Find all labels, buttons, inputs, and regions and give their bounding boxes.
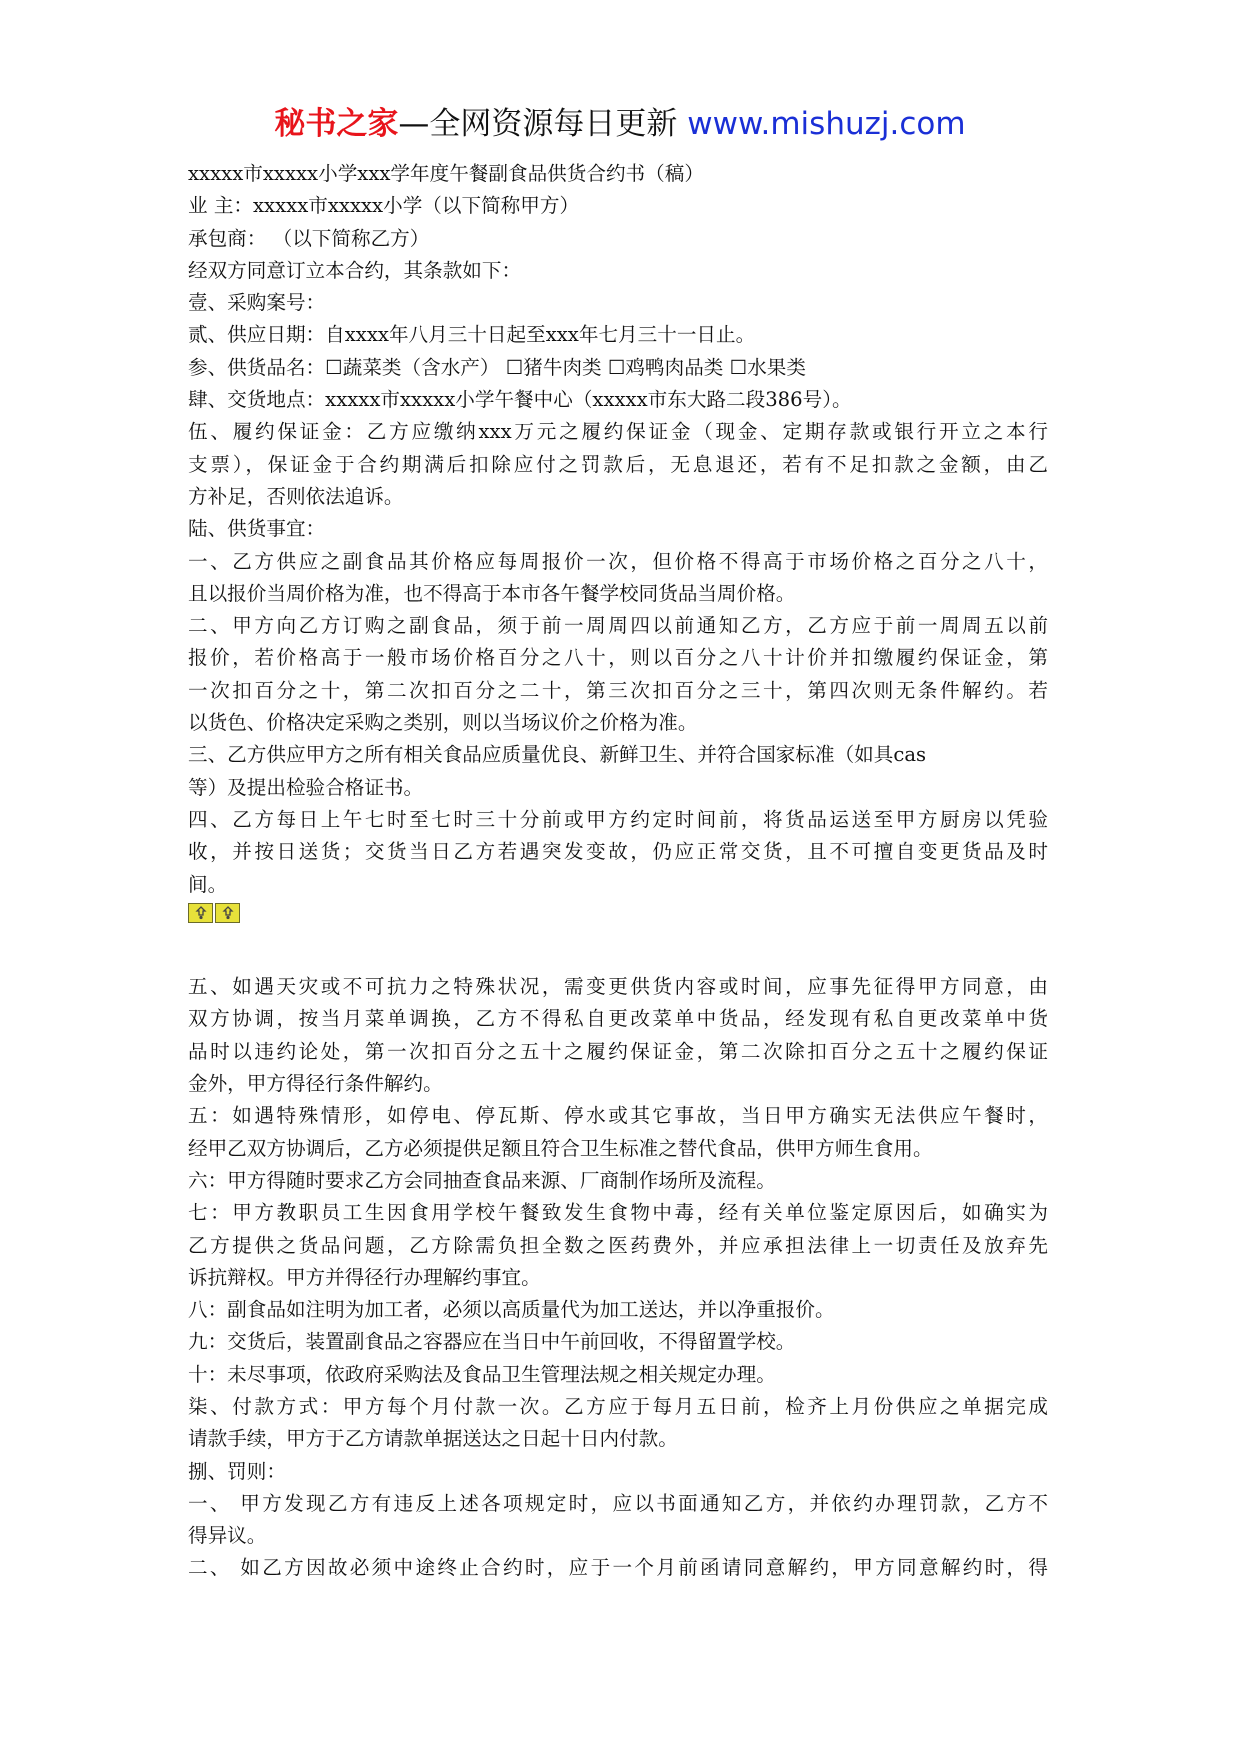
document-section-1 <box>188 158 1048 901</box>
document-line: xxxxx市xxxxx小学xxx学年度午餐副食品供货合约书（稿） <box>188 162 704 185</box>
document-line: 承包商： （以下简称乙方） <box>188 226 430 250</box>
document-line: 六：甲方得随时要求乙方会同抽查食品来源、厂商制作场所及流程。 <box>188 1168 776 1192</box>
document-line: 经甲乙双方协调后，乙方必须提供足额且符合卫生标准之替代食品，供甲方师生食用。 <box>188 1136 933 1160</box>
document-line: 且以报价当周价格为准，也不得高于本市各午餐学校同货品当周价格。 <box>188 581 796 605</box>
document-line: 报价，若价格高于一般市场价格百分之八十，则以百分之八十计价并扣缴履约保证金，第 <box>188 646 1048 670</box>
document-line: 五：如遇特殊情形，如停电、停瓦斯、停水或其它事故，当日甲方确实无法供应午餐时， <box>188 1104 1048 1128</box>
document-line: 品时以违约论处，第一次扣百分之五十之履约保证金，第二次除扣百分之五十之履约保证 <box>188 1039 1048 1063</box>
document-line: 双方协调，按当月菜单调换，乙方不得私自更改菜单中货品，经发现有私自更改菜单中货 <box>188 1007 1048 1031</box>
document-line: 三、乙方供应甲方之所有相关食品应质量优良、新鲜卫生、并符合国家标准（如具cas <box>188 743 927 767</box>
document-line: 贰、供应日期：自xxxx年八月三十日起至xxx年七月三十一日止。 <box>188 323 756 347</box>
document-line: 支票），保证金于合约期满后扣除应付之罚款后，无息退还，若有不足扣款之金额，由乙 <box>188 452 1048 476</box>
document-line: 等）及提出检验合格证书。 <box>188 775 424 799</box>
document-line: 伍、履约保证金：乙方应缴纳xxx万元之履约保证金（现金、定期存款或银行开立之本行 <box>188 420 1048 444</box>
document-line: 诉抗辩权。甲方并得径行办理解约事宜。 <box>188 1265 541 1289</box>
document-line: 十：未尽事项，依政府采购法及食品卫生管理法规之相关规定办理。 <box>188 1362 776 1386</box>
document-line: 陆、供货事宜： <box>188 517 326 541</box>
document-section-2 <box>188 971 1048 1585</box>
document-line: 七：甲方教职员工生因食用学校午餐致发生食物中毒，经有关单位鉴定原因后，如确实为 <box>188 1201 1048 1225</box>
document-line: 五、如遇天灾或不可抗力之特殊状况，需变更供货内容或时间，应事先征得甲方同意，由 <box>188 975 1048 999</box>
banner-brand: 秘书之家 <box>274 106 399 142</box>
recycle-icon <box>215 903 240 923</box>
document-line: 一、乙方供应之副食品其价格应每周报价一次，但价格不得高于市场价格之百分之八十， <box>188 549 1048 573</box>
document-body <box>188 158 1048 1585</box>
document-line: 肆、交货地点：xxxxx市xxxxx小学午餐中心（xxxxx市东大路二段386号）。 <box>188 388 852 412</box>
document-line: 四、乙方每日上午七时至七时三十分前或甲方约定时间前，将货品运送至甲方厨房以凭验 <box>188 807 1048 831</box>
document-line: 金外，甲方得径行条件解约。 <box>188 1072 443 1096</box>
document-line: 柒、付款方式：甲方每个月付款一次。乙方应于每月五日前，检齐上月份供应之单据完成 <box>188 1394 1048 1418</box>
document-line: 经双方同意订立本合约，其条款如下： <box>188 258 522 282</box>
document-line: 参、供货品名：☐蔬菜类（含水产） ☐猪牛肉类 ☐鸡鸭肉品类 ☐水果类 <box>188 355 806 379</box>
embedded-icons <box>188 901 1048 935</box>
document-line: 间。 <box>188 872 228 896</box>
banner-slogan: —全网资源每日更新 <box>398 106 678 142</box>
document-line: 方补足，否则依法追诉。 <box>188 484 404 508</box>
site-banner <box>0 100 1240 148</box>
document-line: 二、甲方向乙方订购之副食品，须于前一周周四以前通知乙方，乙方应于前一周周五以前 <box>188 614 1048 638</box>
document-line: 以货色、价格决定采购之类别，则以当场议价之价格为准。 <box>188 711 698 735</box>
recycle-icon <box>188 903 213 923</box>
document-line: 一、 甲方发现乙方有违反上述各项规定时，应以书面通知乙方，并依约办理罚款，乙方不 <box>188 1491 1048 1515</box>
document-line: 业 主：xxxxx市xxxxx小学（以下简称甲方） <box>188 194 580 218</box>
document-line: 八：副食品如注明为加工者，必须以高质量代为加工送达，并以净重报价。 <box>188 1298 835 1322</box>
document-line: 壹、采购案号： <box>188 291 326 315</box>
document-line: 请款手续，甲方于乙方请款单据送达之日起十日内付款。 <box>188 1427 678 1451</box>
document-line: 一次扣百分之十，第二次扣百分之二十，第三次扣百分之三十，第四次则无条件解约。若 <box>188 678 1048 702</box>
document-line: 得异议。 <box>188 1524 267 1548</box>
banner-url[interactable]: www.mishuzj.com <box>687 106 966 142</box>
spacer <box>188 935 1048 971</box>
document-line: 九：交货后，装置副食品之容器应在当日中午前回收，不得留置学校。 <box>188 1330 796 1354</box>
document-line: 二、 如乙方因故必须中途终止合约时，应于一个月前函请同意解约，甲方同意解约时，得 <box>188 1556 1048 1580</box>
document-line: 捌、罚则： <box>188 1459 286 1483</box>
document-line: 乙方提供之货品问题，乙方除需负担全数之医药费外，并应承担法律上一切责任及放弃先 <box>188 1233 1048 1257</box>
document-line: 收，并按日送货；交货当日乙方若遇突发变故，仍应正常交货，且不可擅自变更货品及时 <box>188 840 1048 864</box>
